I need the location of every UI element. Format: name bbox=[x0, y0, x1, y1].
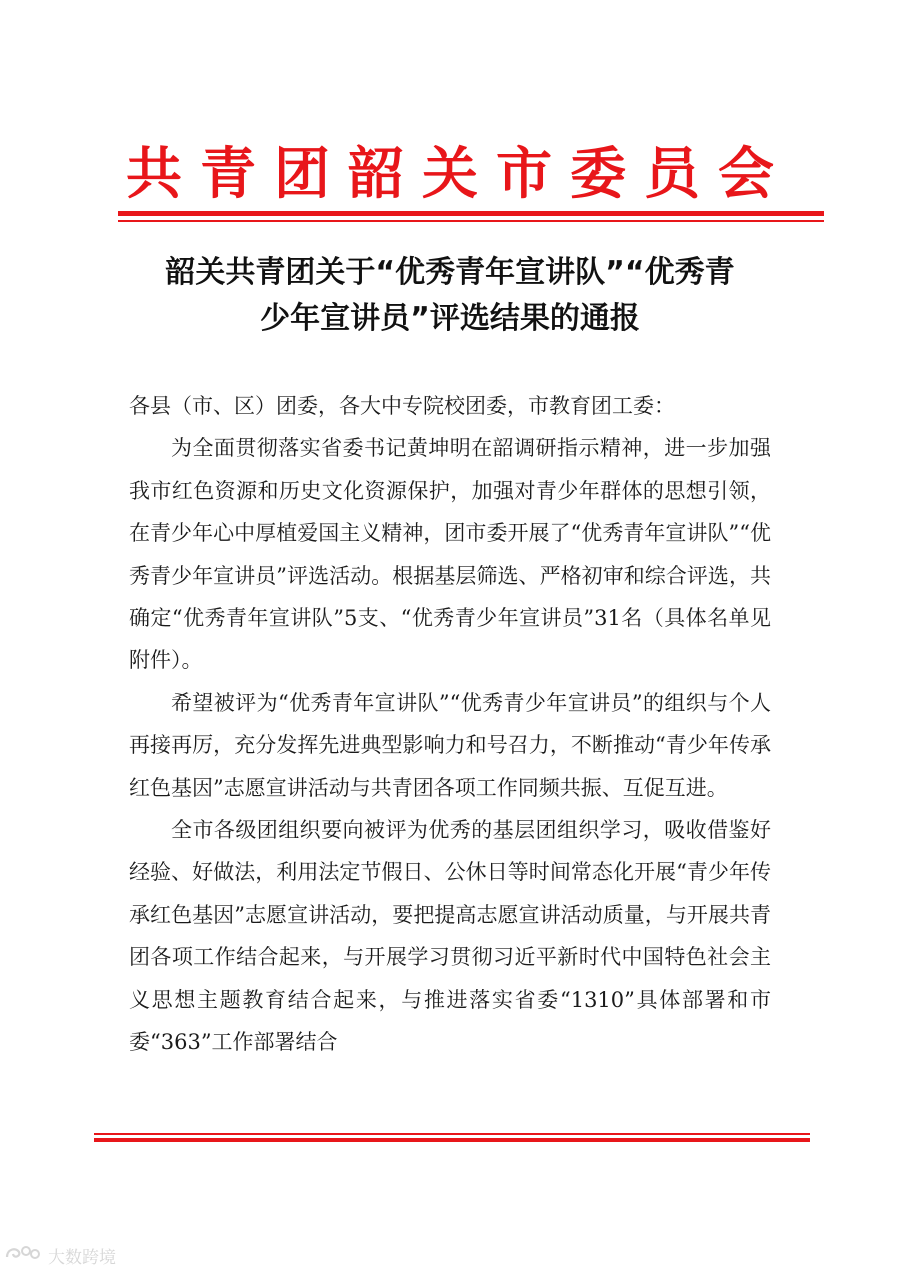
bottom-rule-thin bbox=[94, 1133, 810, 1135]
brand-logo-icon bbox=[4, 1243, 42, 1268]
letterhead-org-name: 共青团韶关市委员会 bbox=[126, 141, 792, 207]
paragraph: 希望被评为“优秀青年宣讲队”“优秀青少年宣讲员”的组织与个人再接再厉，充分发挥先进典型影响力和号召力，不断推动“青少年传承红色基因”志愿宣讲活动与共青团各项工作同频共振、互促互进。 bbox=[129, 690, 771, 800]
paragraph: 全市各级团组织要向被评为优秀的基层团组织学习，吸收借鉴好经验、好做法，利用法定节假日、公休日等时间常态化开展“青少年传承红色基因”志愿宣讲活动，要把提高志愿宣讲活动质量，与开展共青团各项工作结合起来，与开展学习贯彻习近平新时代中国特色社会主义思想主题教育结合起来，与推进落实省委“1310”具体部署和市委“363”工作部署结合 bbox=[129, 818, 771, 1055]
watermark-text: 大数跨境 bbox=[48, 1247, 116, 1268]
document-body bbox=[129, 385, 771, 1064]
top-rule-thin bbox=[118, 220, 824, 222]
document-title bbox=[100, 250, 800, 342]
top-rule-thick bbox=[118, 211, 824, 216]
paragraph: 为全面贯彻落实省委书记黄坤明在韶调研指示精神，进一步加强我市红色资源和历史文化资源保护，加强对青少年群体的思想引领，在青少年心中厚植爱国主义精神，团市委开展了“优秀青年宣讲队”“优秀青少年宣讲员”评选活动。根据基层筛选、严格初审和综合评选，共确定“优秀青年宣讲队”5支、“优秀青少年宣讲员”31名（具体名单见附件）。 bbox=[129, 436, 771, 673]
salutation: 各县（市、区）团委，各大中专院校团委，市教育团工委： bbox=[129, 394, 675, 418]
bottom-rule-thick bbox=[94, 1138, 810, 1142]
title-line-1: 韶关共青团关于“优秀青年宣讲队”“优秀青 bbox=[165, 255, 735, 290]
watermark bbox=[4, 1243, 116, 1267]
title-line-2: 少年宣讲员”评选结果的通报 bbox=[260, 301, 640, 336]
